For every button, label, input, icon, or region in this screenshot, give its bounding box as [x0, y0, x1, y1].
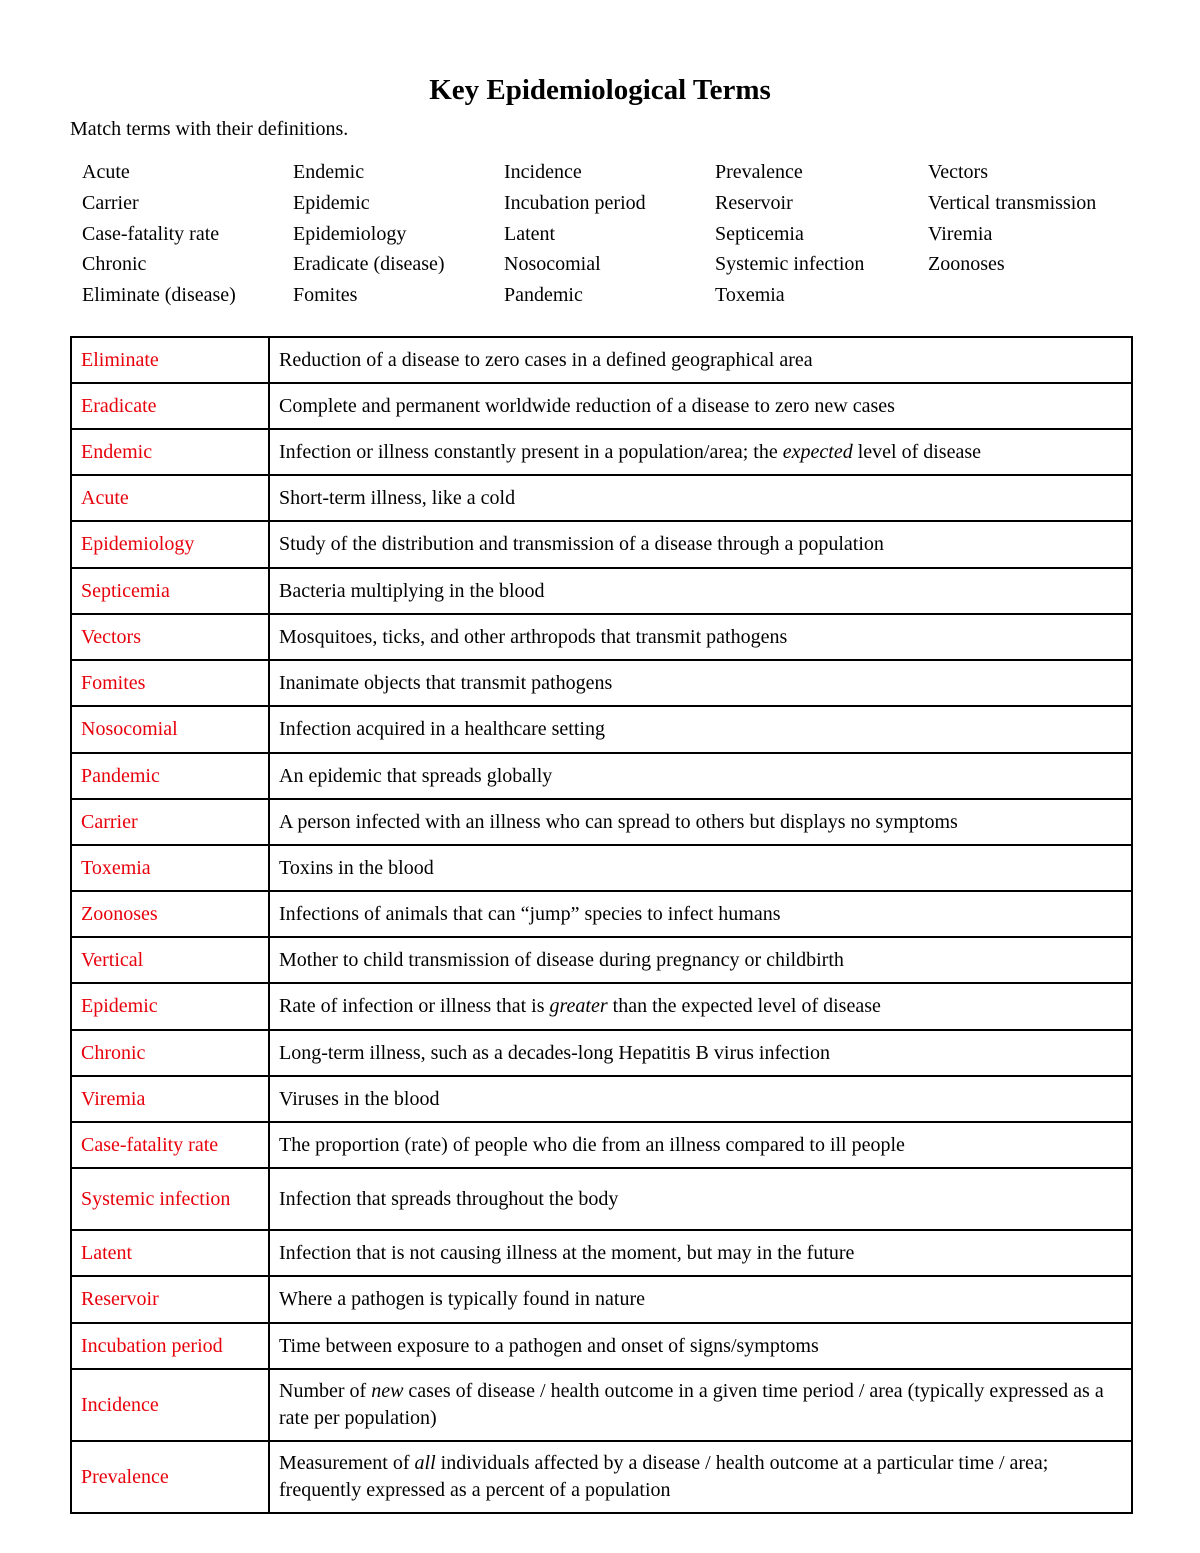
answer-term-cell: Endemic: [71, 429, 269, 475]
table-row: [71, 1122, 1132, 1168]
definition-cell: [269, 568, 1132, 614]
definition-cell: [269, 521, 1132, 568]
definition-cell: [269, 845, 1132, 891]
definition-text: individuals affected by a disease / health outcome at a particular time / area; frequently expressed as a percent of a population: [279, 1452, 1049, 1501]
answer-term-cell: Viremia: [71, 1076, 269, 1122]
definition-cell: [269, 1230, 1132, 1276]
definition-cell: [269, 983, 1132, 1030]
term-bank-item: Incidence: [504, 161, 582, 183]
answer-term-cell: Incubation period: [71, 1323, 269, 1369]
answer-term-cell: Reservoir: [71, 1276, 269, 1323]
term-bank-item: Epidemiology: [293, 222, 407, 245]
definition-text: Infection that spreads throughout the body: [279, 1187, 619, 1210]
answer-term-cell: Fomites: [71, 660, 269, 706]
answer-term-cell: Septicemia: [71, 568, 269, 614]
table-row: [71, 845, 1132, 891]
definition-text: Infection acquired in a healthcare setting: [279, 718, 605, 740]
definition-cell: [269, 1369, 1132, 1441]
answer-term-cell: Latent: [71, 1230, 269, 1276]
term-bank-item: Case-fatality rate: [82, 222, 220, 245]
term-bank-item: Septicemia: [715, 222, 804, 245]
definition-cell: [269, 753, 1132, 799]
term-bank-item: Endemic: [293, 161, 365, 183]
term-bank-item: Prevalence: [715, 161, 803, 183]
definition-text: Measurement of: [279, 1452, 415, 1474]
definition-cell: [269, 1276, 1132, 1323]
definition-cell: [269, 891, 1132, 937]
definition-text: than the expected level of disease: [607, 995, 881, 1017]
term-bank-item: Reservoir: [715, 191, 793, 214]
term-bank-item: Chronic: [82, 253, 147, 276]
answer-term-cell: Chronic: [71, 1030, 269, 1076]
table-row: [71, 1168, 1132, 1230]
table-row: [71, 1276, 1132, 1323]
answer-term-cell: Toxemia: [71, 845, 269, 891]
term-bank-item: Vertical transmission: [928, 191, 1097, 214]
table-row: [71, 614, 1132, 660]
definition-cell: [269, 937, 1132, 983]
answer-term-cell: Zoonoses: [71, 891, 269, 937]
term-bank-item: Nosocomial: [504, 253, 601, 276]
definition-text: Bacteria multiplying in the blood: [279, 579, 545, 602]
term-bank: [82, 157, 1162, 317]
answer-term-cell: Case-fatality rate: [71, 1122, 269, 1168]
term-bank-column: [715, 157, 864, 311]
term-bank-column: [82, 157, 236, 311]
definition-cell: [269, 1122, 1132, 1168]
definition-cell: [269, 475, 1132, 521]
answer-term-cell: Nosocomial: [71, 706, 269, 753]
definition-text: level of disease: [852, 440, 981, 463]
definition-text: Rate of infection or illness that is: [279, 995, 550, 1017]
definition-text: Infection that is not causing illness at the moment, but may in the future: [279, 1241, 855, 1264]
term-bank-item: Toxemia: [715, 284, 785, 307]
term-bank-column: [293, 157, 445, 311]
definition-cell: [269, 429, 1132, 475]
definition-text: Mosquitoes, ticks, and other arthropods that transmit pathogens: [279, 625, 788, 648]
definition-text: Short-term illness, like a cold: [279, 486, 516, 509]
table-row: [71, 753, 1132, 799]
definition-cell: [269, 1076, 1132, 1122]
definition-emphasis: expected: [782, 440, 853, 463]
instructions: Match terms with their definitions.: [70, 118, 349, 140]
table-row: [71, 983, 1132, 1030]
answer-term-cell: Carrier: [71, 799, 269, 845]
term-bank-item: Fomites: [293, 284, 358, 307]
answer-term-cell: Systemic infection: [71, 1168, 269, 1230]
term-bank-item: Systemic infection: [715, 253, 865, 276]
table-row: [71, 429, 1132, 475]
definition-cell: [269, 1030, 1132, 1076]
definition-text: Number of: [279, 1380, 372, 1402]
table-row: [71, 568, 1132, 614]
table-row: [71, 891, 1132, 937]
table-row: [71, 706, 1132, 753]
term-bank-column: [504, 157, 646, 311]
term-bank-item: Eradicate (disease): [293, 253, 445, 276]
definition-text: Mother to child transmission of disease during pregnancy or childbirth: [279, 948, 844, 971]
term-bank-item: Acute: [82, 161, 130, 183]
term-bank-item: Latent: [504, 222, 556, 245]
table-row: [71, 660, 1132, 706]
table-row: [71, 1230, 1132, 1276]
definition-text: Reduction of a disease to zero cases in a defined geographical area: [279, 348, 813, 371]
definition-text: Viruses in the blood: [279, 1087, 440, 1110]
term-bank-item: Incubation period: [504, 191, 646, 214]
table-row: [71, 1369, 1132, 1441]
definition-text: An epidemic that spreads globally: [279, 764, 553, 787]
definition-cell: [269, 660, 1132, 706]
table-row: [71, 1323, 1132, 1369]
term-bank-item: Vectors: [928, 161, 988, 183]
term-bank-item: Carrier: [82, 191, 139, 214]
answer-term-cell: Acute: [71, 475, 269, 521]
definitions-table: [70, 336, 1133, 1514]
table-row: [71, 1441, 1132, 1513]
term-bank-item: Eliminate (disease): [82, 284, 236, 307]
definition-text: The proportion (rate) of people who die from an illness compared to ill people: [279, 1133, 905, 1156]
definition-cell: [269, 1323, 1132, 1369]
definition-text: Infection or illness constantly present in a population/area; the: [279, 440, 783, 463]
table-row: [71, 521, 1132, 568]
definition-emphasis: all: [414, 1452, 436, 1474]
definition-text: Inanimate objects that transmit pathogens: [279, 671, 613, 694]
definition-text: cases of disease / health outcome in a given time period / area (typically expressed as a rate per population): [279, 1380, 1104, 1429]
definition-cell: [269, 614, 1132, 660]
term-bank-column: [928, 157, 1096, 280]
definition-emphasis: greater: [549, 995, 608, 1017]
definition-text: Time between exposure to a pathogen and onset of signs/symptoms: [279, 1334, 819, 1357]
definition-text: Complete and permanent worldwide reduction of a disease to zero new cases: [279, 394, 895, 417]
definition-emphasis: new: [371, 1380, 404, 1402]
table-row: [71, 1076, 1132, 1122]
table-row: [71, 1030, 1132, 1076]
definition-cell: [269, 337, 1132, 383]
definition-text: Where a pathogen is typically found in nature: [279, 1288, 645, 1310]
definition-text: Study of the distribution and transmission of a disease through a population: [279, 533, 884, 555]
term-bank-item: Zoonoses: [928, 253, 1005, 276]
definition-text: Long-term illness, such as a decades-long Hepatitis B virus infection: [279, 1041, 830, 1064]
table-row: [71, 937, 1132, 983]
page-title: Key Epidemiological Terms: [429, 74, 771, 106]
table-row: [71, 475, 1132, 521]
definition-cell: [269, 383, 1132, 429]
answer-term-cell: Epidemiology: [71, 521, 269, 568]
definition-text: A person infected with an illness who can spread to others but displays no symptoms: [279, 810, 958, 833]
definition-cell: [269, 799, 1132, 845]
answer-term-cell: Epidemic: [71, 983, 269, 1030]
definition-cell: [269, 706, 1132, 753]
answer-term-cell: Eliminate: [71, 337, 269, 383]
term-bank-item: Pandemic: [504, 284, 583, 307]
answer-term-cell: Pandemic: [71, 753, 269, 799]
definition-cell: [269, 1441, 1132, 1513]
definition-cell: [269, 1168, 1132, 1230]
answer-term-cell: Vectors: [71, 614, 269, 660]
definition-text: Infections of animals that can “jump” species to infect humans: [279, 902, 781, 925]
table-row: [71, 799, 1132, 845]
term-bank-item: Epidemic: [293, 191, 370, 214]
answer-term-cell: Vertical: [71, 937, 269, 983]
definition-text: Toxins in the blood: [279, 856, 434, 879]
definitions-table-body: [71, 337, 1132, 1513]
table-row: [71, 337, 1132, 383]
answer-term-cell: Incidence: [71, 1369, 269, 1441]
answer-term-cell: Prevalence: [71, 1441, 269, 1513]
table-row: [71, 383, 1132, 429]
answer-term-cell: Eradicate: [71, 383, 269, 429]
term-bank-item: Viremia: [928, 222, 993, 245]
